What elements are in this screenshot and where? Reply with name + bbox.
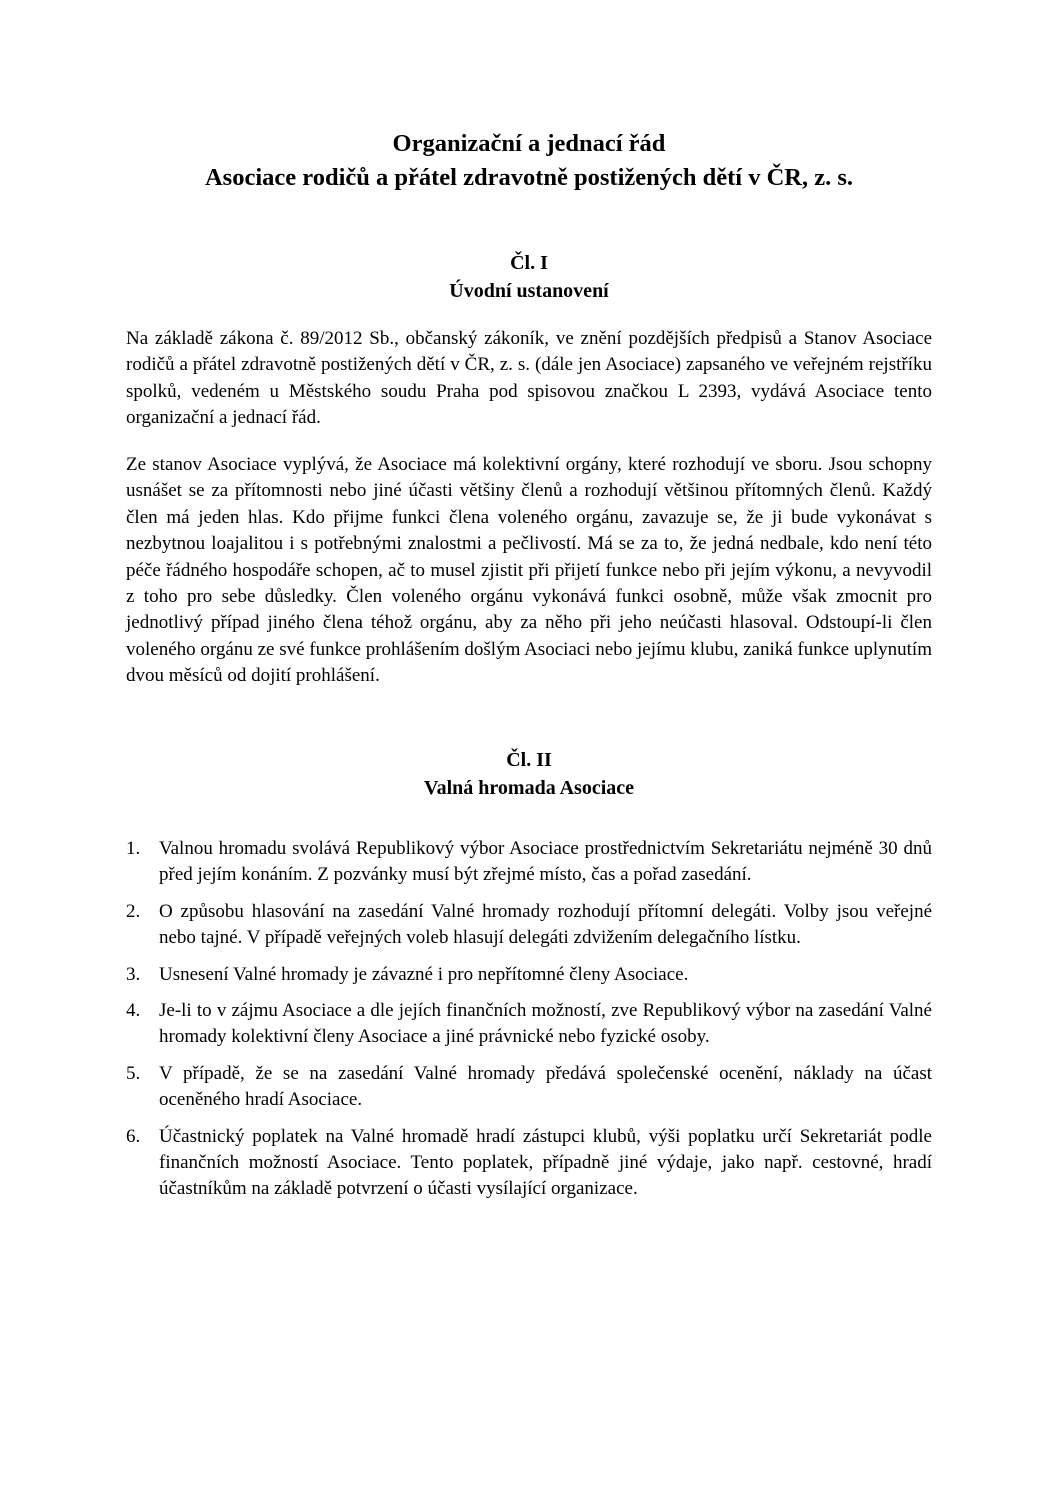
article-2-list [126, 836, 932, 1213]
article-1-heading: Úvodní ustanovení [449, 280, 609, 302]
document-title [0, 127, 1058, 195]
list-item-text: Je-li to v zájmu Asociace a dle jejích finančních možností, zve Republikový výbor na zasedání Valné hromady kolektivní členy Asociace a jiné právnické nebo fyzické osoby. [159, 1000, 932, 1048]
article-2-header [0, 746, 1058, 802]
list-item-text: Usnesení Valné hromady je závazné i pro nepřítomné členy Asociace. [159, 963, 689, 985]
list-item-text: Valnou hromadu svolává Republikový výbor Asociace prostřednictvím Sekretariátu nejméně 30 dnů před jejím konáním. Z pozvánky musí být zřejmé místo, čas a pořad zasedání. [159, 838, 932, 886]
list-item [126, 836, 932, 889]
article-2-number: Čl. II [506, 749, 552, 771]
document-title-line-2: Asociace rodičů a přátel zdravotně postižených dětí v ČR, z. s. [204, 164, 854, 191]
article-1-paragraph-2: Ze stanov Asociace vyplývá, že Asociace má kolektivní orgány, které rozhodují ve sboru. Jsou schopny usnášet se za přítomnosti nebo jiné účasti většiny členů a rozhodují většinou přítomných členů. Každý člen má jeden hlas. Kdo přijme funkci člena voleného orgánu, zavazuje se, že ji bude vykonávat s nezbytnou loajalitou i s potřebnými znalostmi a pečlivostí. Má se za to, že jedná nedbale, kdo není této péče řádného hospodáře schopen, ač to musel zjistit při přijetí funkce nebo při jejím výkonu, a nevyvodil z toho pro sebe důsledky. Člen voleného orgánu vykonává funkci osobně, může však zmocnit pro jednotlivý případ jiného člena téhož orgánu, aby za něho při jeho neúčasti hlasoval. Odstoupí-li člen voleného orgánu ze své funkce prohlášením došlým Asociaci nebo jejímu klubu, zaniká funkce uplynutím dvou měsíců od dojití prohlášení. [126, 454, 932, 687]
list-item-number: 2. [126, 900, 141, 922]
list-item-text: O způsobu hlasování na zasedání Valné hromady rozhodují přítomní delegáti. Volby jsou veřejné nebo tajné. V případě veřejných voleb hlasují delegáti zdvižením delegačního lístku. [159, 900, 932, 949]
list-item-number: 1. [126, 838, 141, 859]
list-item-number: 5. [126, 1062, 141, 1084]
article-1-number: Čl. I [510, 252, 548, 274]
article-2-heading: Valná hromada Asociace [423, 777, 635, 799]
list-item [126, 1124, 932, 1203]
list-item [126, 1061, 932, 1114]
list-item [126, 899, 932, 952]
document-title-line-1: Organizační a jednací řád [392, 130, 666, 157]
article-1-header [0, 249, 1058, 305]
list-item-text: Účastnický poplatek na Valné hromadě hradí zástupci klubů, výši poplatku určí Sekretariát podle finančních možností Asociace. Tento poplatek, případně jiné výdaje, jako např. cestovné, hradí účastníkům na základě potvrzení o účasti vysílající organizace. [159, 1125, 932, 1200]
article-1-paragraph-1: Na základě zákona č. 89/2012 Sb., občanský zákoník, ve znění pozdějších předpisů a Stanov Asociace rodičů a přátel zdravotně postižených dětí v ČR, z. s. (dále jen Asociace) zapsaného ve veřejném rejstříku spolků, vedeném u Městského soudu Praha pod spisovou značkou L 2393, vydává Asociace tento organizační a jednací řád. [126, 328, 932, 429]
list-item-number: 3. [126, 963, 141, 985]
list-item-number: 6. [126, 1125, 141, 1147]
list-item-text: V případě, že se na zasedání Valné hromady předává společenské ocenění, náklady na účast oceněného hradí Asociace. [159, 1062, 932, 1111]
list-item [126, 962, 932, 988]
list-item [126, 998, 932, 1051]
list-item-number: 4. [126, 1000, 141, 1022]
